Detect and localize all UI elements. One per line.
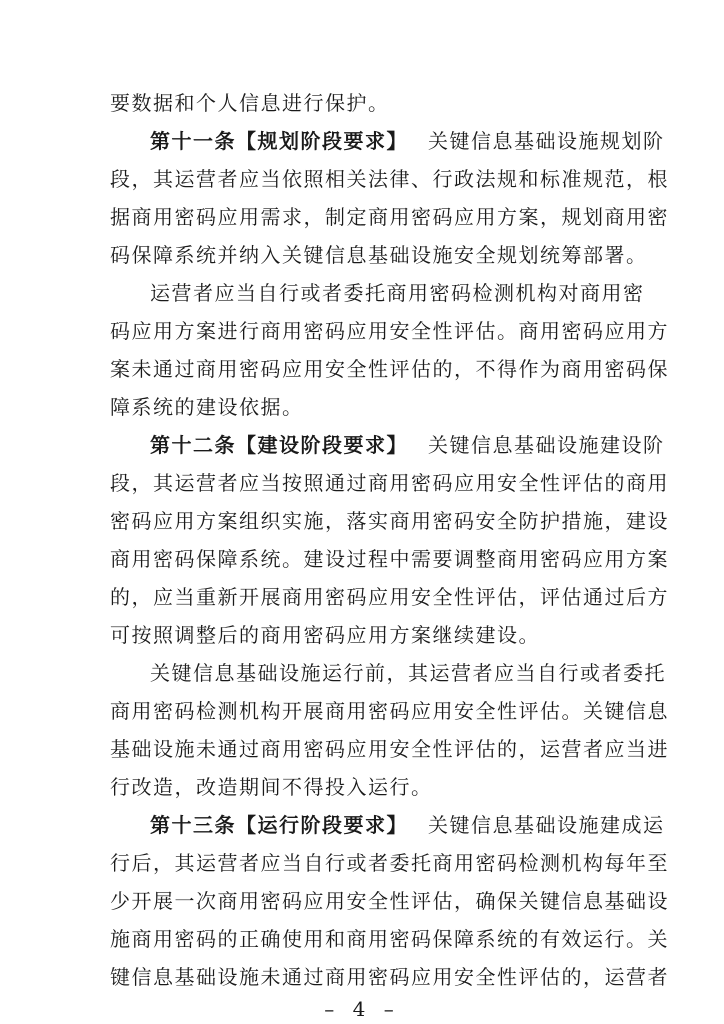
body-line: 案未通过商用密码应用安全性评估的，不得作为商用密码保 bbox=[110, 357, 669, 381]
article-heading: 第十三条【运行阶段要求】 bbox=[150, 813, 408, 837]
article-lead-text: 关键信息基础设施规划阶 bbox=[428, 129, 665, 153]
body-line: 可按照调整后的商用密码应用方案继续建设。 bbox=[110, 623, 540, 647]
article-heading: 第十二条【建设阶段要求】 bbox=[150, 433, 408, 457]
body-line: 码保障系统并纳入关键信息基础设施安全规划统筹部署。 bbox=[110, 243, 648, 267]
body-line: 障系统的建设依据。 bbox=[110, 395, 304, 419]
body-line: 关键信息基础设施运行前，其运营者应当自行或者委托 bbox=[150, 661, 666, 685]
article-heading-line bbox=[150, 810, 665, 840]
body-line: 少开展一次商用密码应用安全性评估，确保关键信息基础设 bbox=[110, 889, 669, 913]
body-line: 行后，其运营者应当自行或者委托商用密码检测机构每年至 bbox=[110, 851, 669, 875]
body-line: 行改造，改造期间不得投入运行。 bbox=[110, 775, 433, 799]
body-line: 段，其运营者应当按照通过商用密码应用安全性评估的商用 bbox=[110, 471, 669, 495]
page-number: – 4 – bbox=[324, 997, 400, 1021]
body-line: 要数据和个人信息进行保护。 bbox=[110, 91, 390, 115]
article-lead-text: 关键信息基础设施建设阶 bbox=[428, 433, 665, 457]
body-line: 基础设施未通过商用密码应用安全性评估的，运营者应当进 bbox=[110, 737, 669, 761]
body-line: 键信息基础设施未通过商用密码应用安全性评估的，运营者 bbox=[110, 965, 669, 989]
body-line: 商用密码保障系统。建设过程中需要调整商用密码应用方案 bbox=[110, 547, 669, 571]
body-line: 商用密码检测机构开展商用密码应用安全性评估。关键信息 bbox=[110, 699, 669, 723]
article-heading-line bbox=[150, 126, 665, 156]
body-line: 运营者应当自行或者委托商用密码检测机构对商用密 bbox=[150, 281, 645, 305]
body-line: 的，应当重新开展商用密码应用安全性评估，评估通过后方 bbox=[110, 585, 669, 609]
article-lead-text: 关键信息基础设施建成运 bbox=[428, 813, 665, 837]
article-heading: 第十一条【规划阶段要求】 bbox=[150, 129, 408, 153]
body-line: 密码应用方案组织实施，落实商用密码安全防护措施，建设 bbox=[110, 509, 669, 533]
body-line: 据商用密码应用需求，制定商用密码应用方案，规划商用密 bbox=[110, 205, 669, 229]
body-line: 施商用密码的正确使用和商用密码保障系统的有效运行。关 bbox=[110, 927, 669, 951]
body-line: 段，其运营者应当依照相关法律、行政法规和标准规范，根 bbox=[110, 167, 669, 191]
article-heading-line bbox=[150, 430, 665, 460]
body-line: 码应用方案进行商用密码应用安全性评估。商用密码应用方 bbox=[110, 319, 669, 343]
